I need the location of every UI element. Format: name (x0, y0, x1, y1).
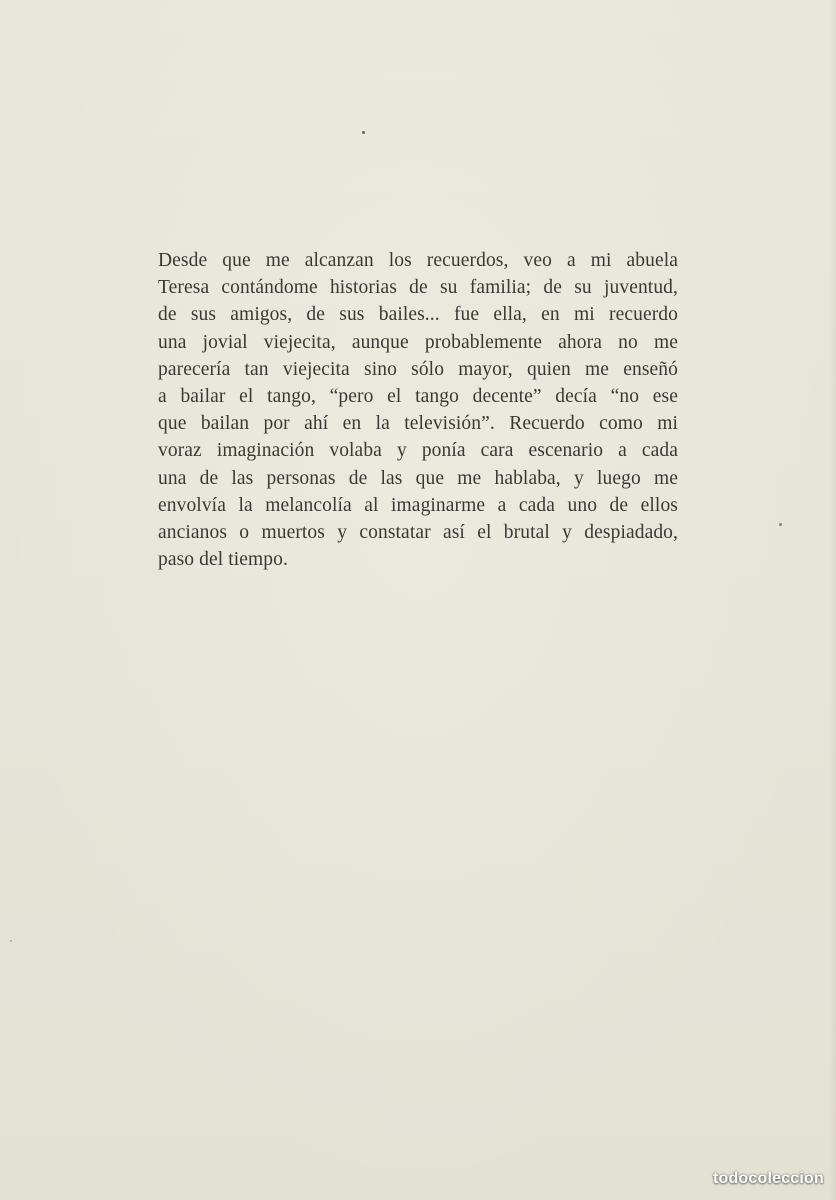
paragraph-line: paso del tiempo. (158, 549, 288, 571)
body-paragraph (158, 247, 678, 573)
paper-speck (10, 940, 12, 942)
paragraph-line: parecería tan viejecita sino sólo mayor, quien me enseñó (158, 358, 678, 380)
paper-speck (362, 131, 365, 134)
paragraph-line: Desde que me alcanzan los recuerdos, veo a mi abuela (158, 250, 678, 271)
paragraph-line: a bailar el tango, “pero el tango decente” decía “no ese (158, 386, 678, 408)
paragraph-line: que bailan por ahí en la televisión”. Recuerdo como mi (158, 413, 678, 435)
paragraph-line: voraz imaginación volaba y ponía cara escenario a cada (158, 440, 678, 462)
paper-speck (779, 523, 782, 526)
paragraph-line: una jovial viejecita, aunque probablemente ahora no me (158, 331, 678, 353)
page-edge-shadow (830, 0, 836, 1200)
paragraph-line: una de las personas de las que me hablaba, y luego me (158, 467, 678, 489)
paragraph-line: Teresa contándome historias de su familia; de su juventud, (158, 277, 678, 299)
paragraph-line: de sus amigos, de sus bailes... fue ella, en mi recuerdo (158, 304, 678, 326)
paragraph-line: ancianos o muertos y constatar así el brutal y despiadado, (158, 522, 678, 544)
watermark: todocoleccion (712, 1170, 824, 1187)
paragraph-line: envolvía la melancolía al imaginarme a cada uno de ellos (158, 494, 678, 516)
